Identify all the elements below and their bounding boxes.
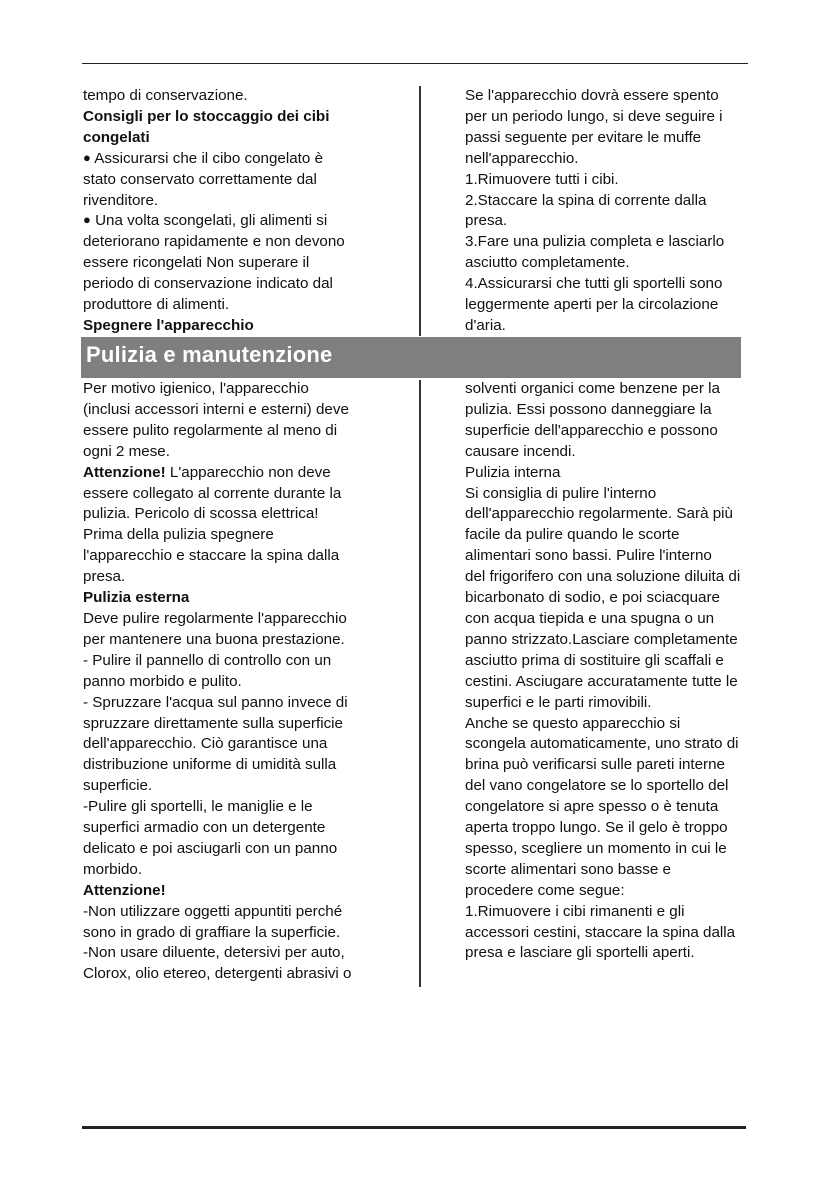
text-line: superficie. [83,777,153,795]
text-line: deteriorano rapidamente e non devono [83,233,345,251]
text-line: -Non utilizzare oggetti appuntiti perché [83,902,343,920]
text-line: Clorox, olio etereo, detergenti abrasivi o [83,965,352,983]
text-line: scongela automaticamente, uno strato di [465,735,739,753]
text-line: presa. [83,568,126,586]
text-line: pulizia. Essi possono danneggiare la [465,400,712,418]
text-line: bicarbonato di sodio, e poi sciacquare [465,589,720,607]
text-line: Anche se questo apparecchio si [465,714,681,732]
text-line: spruzzare direttamente sulla superficie [83,714,343,732]
text-line: alimentari sono bassi. Pulire l'interno [465,547,712,565]
text-line: -Non usare diluente, detersivi per auto, [83,944,345,962]
bottom-right-column [465,379,740,964]
text-line: -Pulire gli sportelli, le maniglie e le [83,798,313,816]
bullet-icon: ● [83,149,91,165]
text-line: panno strizzato.Lasciare completamente [465,630,738,648]
text-line: superfici armadio con un detergente [83,819,326,837]
text-line: asciutto completamente. [465,254,630,272]
section-heading: Pulizia esterna [83,589,190,607]
text-line: 1.Rimuovere i cibi rimanenti e gli [465,902,685,920]
text-line: per mantenere una buona prestazione. [83,630,345,648]
text-line: periodo di conservazione indicato dal [83,275,333,293]
section-banner [81,337,741,378]
text-line: con acqua tiepida e una spugna o un [465,609,715,627]
text-line: dell'apparecchio regolarmente. Sarà più [465,505,733,523]
bullet-icon: ● [83,212,91,228]
bottom-rule [82,1126,746,1129]
text-line: asciutto prima di sostituire gli scaffali e [465,651,724,669]
bullet-item [83,149,345,170]
subheading: Pulizia interna [465,463,561,481]
text-line: cestini. Asciugare accuratamente tutte le [465,672,738,690]
section-title: Pulizia e manutenzione [86,342,333,367]
text-line: d'aria. [465,316,506,334]
text-line: produttore di alimenti. [83,296,230,314]
text-line: delicato e poi asciugarli con un panno [83,839,338,857]
text-line: superficie dell'apparecchio e possono [465,421,718,439]
text-line: stato conservato correttamente dal [83,170,317,188]
column-divider-top [419,86,421,336]
warning-label: Attenzione! [83,463,166,481]
text-line: ogni 2 mese. [83,442,170,460]
text-line: Si consiglia di pulire l'interno [465,484,657,502]
text-line: rivenditore. [83,191,159,209]
text-line: 3.Fare una pulizia completa e lasciarlo [465,233,725,251]
text-line: (inclusi accessori interni e esterni) deve [83,400,349,418]
text-line: distribuzione uniforme di umidità sulla [83,756,337,774]
text-line: panno morbido e pulito. [83,672,242,690]
text-line: scorte alimentari sono basse e [465,860,671,878]
text-line: superfici e le parti rimovibili. [465,693,652,711]
text-line: essere collegato al corrente durante la [83,484,342,502]
text-line: - Spruzzare l'acqua sul panno invece di [83,693,348,711]
text-line: facile da pulire quando le scorte [465,526,680,544]
text-line: aperta troppo lungo. Se il gelo è troppo [465,819,728,837]
text-line: pulizia. Pericolo di scossa elettrica! [83,505,319,523]
text-line: Se l'apparecchio dovrà essere spento [465,87,719,104]
text-line: 4.Assicurarsi che tutti gli sportelli sono [465,275,723,293]
text-line: brina può verificarsi sulle pareti interne [465,756,726,774]
text-line: morbido. [83,860,143,878]
warning-line [83,463,351,484]
top-rule [82,63,748,64]
text-line: del vano congelatore se lo sportello del [465,777,729,795]
section-heading: Consigli per lo stoccaggio dei cibi [83,107,330,125]
text-line: presa e lasciare gli sportelli aperti. [465,944,695,962]
section-heading: congelati [83,128,150,146]
warning-label: Attenzione! [83,881,166,899]
text-line: del frigorifero con una soluzione diluita di [465,568,741,586]
text-line: presa. [465,212,508,230]
text-line: causare incendi. [465,442,576,460]
text-line: Per motivo igienico, l'apparecchio [83,380,309,397]
text-line: Una volta scongelati, gli alimenti si [95,212,328,230]
text-line: solventi organici come benzene per la [465,380,720,397]
text-line: procedere come segue: [465,881,625,899]
text-line: tempo di conservazione. [83,87,248,104]
text-line: congelatore si apre spesso o è tenuta [465,798,719,816]
bottom-left-column [83,379,351,985]
column-divider-bottom [419,380,421,987]
bullet-item [83,211,345,232]
text-line: 2.Staccare la spina di corrente dalla [465,191,707,209]
text-line: passi seguente per evitare le muffe [465,128,702,146]
text-line: essere pulito regolarmente al meno di [83,421,338,439]
text-line: Deve pulire regolarmente l'apparecchio [83,609,347,627]
text-line: dell'apparecchio. Ciò garantisce una [83,735,328,753]
text-line: essere ricongelati Non superare il [83,254,310,272]
section-heading: Spegnere l'apparecchio [83,316,254,334]
top-right-column [465,86,724,337]
text-line: - Pulire il pannello di controllo con un [83,651,332,669]
text-line: per un periodo lungo, si deve seguire i [465,107,723,125]
text-line: nell'apparecchio. [465,149,579,167]
text-line: sono in grado di graffiare la superficie. [83,923,341,941]
text-line: 1.Rimuovere tutti i cibi. [465,170,619,188]
text-line: Prima della pulizia spegnere [83,526,274,544]
text-line: l'apparecchio e staccare la spina dalla [83,547,340,565]
text-line: Assicurarsi che il cibo congelato è [94,149,324,167]
top-left-column [83,86,345,337]
text-line: L'apparecchio non deve [165,463,331,481]
text-line: spesso, scegliere un momento in cui le [465,839,727,857]
text-line: leggermente aperti per la circolazione [465,296,719,314]
text-line: accessori cestini, staccare la spina dalla [465,923,736,941]
